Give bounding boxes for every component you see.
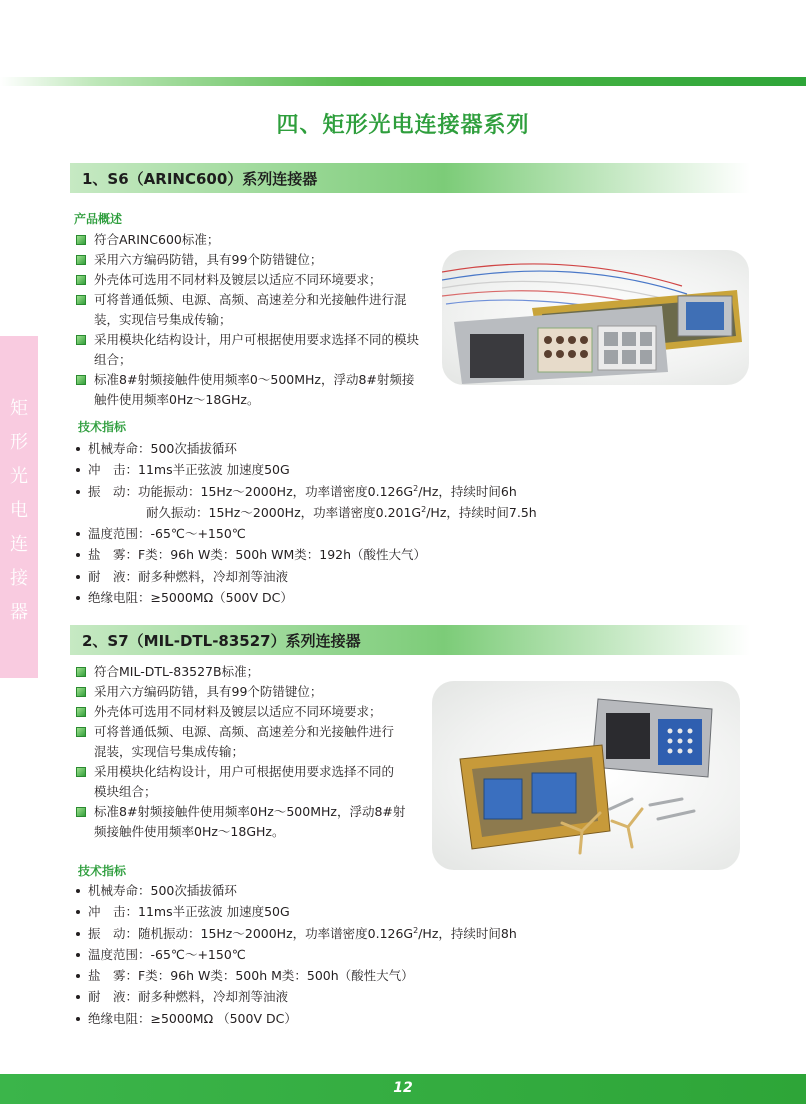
page-title: 四、矩形光电连接器系列 (276, 113, 530, 138)
bullet-dot-icon (76, 995, 80, 999)
tech-heading: 技术指标 (78, 420, 127, 434)
s6-connector-illustration (442, 250, 749, 385)
overview-heading: 产品概述 (74, 212, 123, 226)
side-tab-char: 接 (10, 568, 28, 589)
feature-item: 符合ARINC600标准； (74, 230, 424, 250)
spec-item: 绝缘电阻：≥5000MΩ（500V DC） (76, 587, 537, 608)
feature-item: 标准8#射频接触件使用频率0Hz～500MHz，浮动8#射频接触件使用频率0Hz～18GHz。 (74, 802, 406, 842)
section-2-title: 2、S7（MIL-DTL-83527）系列连接器 (82, 632, 361, 650)
feature-item: 标准8#射频接触件使用频率0～500MHz，浮动8#射频接触件使用频率0Hz～18GHz。 (74, 370, 424, 410)
bullet-square-icon (76, 727, 86, 737)
side-tab-char: 形 (10, 432, 28, 453)
bullet-square-icon (76, 275, 86, 285)
feature-item: 采用模块化结构设计，用户可根据使用要求选择不同的模块组合； (74, 762, 406, 802)
s7-connector-photo (432, 681, 740, 870)
spec-item: 冲 击：11ms半正弦波 加速度50G (76, 459, 537, 480)
bullet-square-icon (76, 667, 86, 677)
side-tab-char: 电 (10, 500, 28, 521)
side-tab-char: 矩 (10, 398, 28, 419)
page-number: 12 (393, 1080, 413, 1096)
bullet-square-icon (76, 335, 86, 345)
feature-item: 可将普通低频、电源、高频、高速差分和光接触件进行混装，实现信号集成传输； (74, 722, 406, 762)
side-tab-char: 连 (10, 534, 28, 555)
footer-bar (0, 1074, 806, 1104)
feature-item: 采用六方编码防错，具有99个防错键位； (74, 250, 424, 270)
spec-item: 机械寿命：500次插拔循环 (76, 438, 537, 459)
spec-item: 绝缘电阻：≥5000MΩ （500V DC） (76, 1008, 517, 1029)
bullet-square-icon (76, 687, 86, 697)
bullet-dot-icon (76, 553, 80, 557)
section-2-features (74, 662, 406, 842)
bullet-dot-icon (76, 932, 80, 936)
bullet-square-icon (76, 235, 86, 245)
side-tab-char: 器 (10, 602, 28, 623)
feature-item: 外壳体可选用不同材料及镀层以适应不同环境要求； (74, 270, 424, 290)
s7-connector-illustration (432, 681, 740, 870)
bullet-square-icon (76, 255, 86, 265)
spec-item: 冲 击：11ms半正弦波 加速度50G (76, 901, 517, 922)
spec-item: 振 动：随机振动：15Hz～2000Hz，功率谱密度$0.126G^2/Hz$，持续时间8h (76, 923, 517, 944)
header-rule (0, 77, 806, 86)
bullet-dot-icon (76, 910, 80, 914)
bullet-square-icon (76, 807, 86, 817)
section-2-bar (70, 625, 750, 655)
bullet-dot-icon (76, 468, 80, 472)
spec-item: 机械寿命：500次插拔循环 (76, 880, 517, 901)
s6-connector-photo (442, 250, 749, 385)
section-1-title: 1、S6（ARINC600）系列连接器 (82, 170, 318, 188)
section-2-specs (76, 880, 517, 1029)
bullet-dot-icon (76, 596, 80, 600)
feature-item: 可将普通低频、电源、高频、高速差分和光接触件进行混装，实现信号集成传输； (74, 290, 424, 330)
feature-item: 外壳体可选用不同材料及镀层以适应不同环境要求； (74, 702, 406, 722)
spec-item: 耐 液：耐多种燃料，冷却剂等油液 (76, 986, 517, 1007)
spec-item: 耐 液：耐多种燃料，冷却剂等油液 (76, 566, 537, 587)
side-tab-char: 光 (10, 466, 28, 487)
bullet-dot-icon (76, 1017, 80, 1021)
bullet-dot-icon (76, 889, 80, 893)
tech-heading: 技术指标 (78, 864, 127, 878)
spec-item: 振 动：功能振动：15Hz～2000Hz，功率谱密度$0.126G^2/Hz$，持续时间6h (76, 481, 537, 502)
bullet-square-icon (76, 295, 86, 305)
spec-item: 盐 雾：F类：96h W类：500h M类：500h（酸性大气） (76, 965, 517, 986)
spec-item: 温度范围：-65℃～+150℃ (76, 523, 537, 544)
section-1-bar (70, 163, 750, 193)
side-tab (0, 336, 38, 678)
bullet-dot-icon (76, 532, 80, 536)
feature-item: 采用六方编码防错，具有99个防错键位； (74, 682, 406, 702)
bullet-square-icon (76, 767, 86, 777)
spec-item: 温度范围：-65℃～+150℃ (76, 944, 517, 965)
bullet-dot-icon (76, 490, 80, 494)
bullet-dot-icon (76, 974, 80, 978)
feature-item: 采用模块化结构设计，用户可根据使用要求选择不同的模块组合； (74, 330, 424, 370)
spec-item: 耐久振动：15Hz～2000Hz，功率谱密度$0.201G^2/Hz$，持续时间7.5h (146, 504, 537, 520)
bullet-dot-icon (76, 953, 80, 957)
bullet-square-icon (76, 707, 86, 717)
bullet-dot-icon (76, 447, 80, 451)
bullet-dot-icon (76, 575, 80, 579)
section-1-features (74, 230, 424, 410)
section-1-specs (76, 438, 537, 608)
spec-item: 盐 雾：F类：96h W类：500h WM类：192h（酸性大气） (76, 544, 537, 565)
feature-item: 符合MIL-DTL-83527B标准； (74, 662, 406, 682)
bullet-square-icon (76, 375, 86, 385)
